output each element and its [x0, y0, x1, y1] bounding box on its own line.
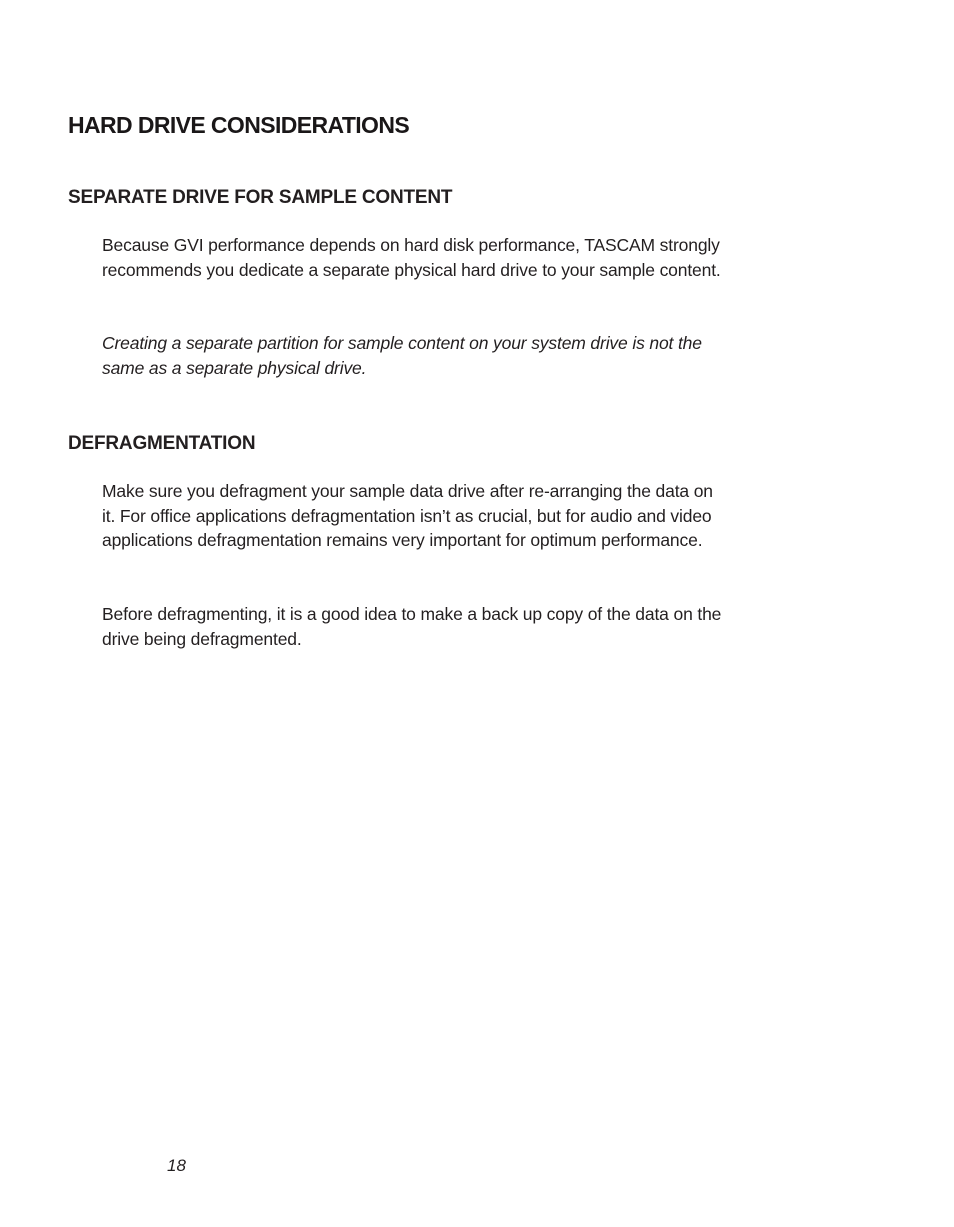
- page-number: 18: [167, 1156, 186, 1175]
- paragraph-partition-note: Creating a separate partition for sample content on your system drive is not the same as a separate physical drive.: [102, 333, 702, 378]
- paragraph-defragment-advice: Make sure you defragment your sample data drive after re-arranging the data on it. For office applications defragmentation isn’t as crucial, but for audio and video applications defragmentation remains very important for optimum performance.: [102, 481, 713, 551]
- section-heading-defragmentation: DEFRAGMENTATION: [68, 433, 256, 454]
- page-title: HARD DRIVE CONSIDERATIONS: [68, 112, 410, 138]
- paragraph-backup-advice: Before defragmenting, it is a good idea to make a back up copy of the data on the drive being defragmented.: [102, 604, 722, 649]
- paragraph-separate-drive-recommendation: Because GVI performance depends on hard disk performance, TASCAM strongly recommends you dedicate a separate physical hard drive to your sample content.: [102, 235, 721, 280]
- section-heading-separate-drive: SEPARATE DRIVE FOR SAMPLE CONTENT: [68, 187, 453, 208]
